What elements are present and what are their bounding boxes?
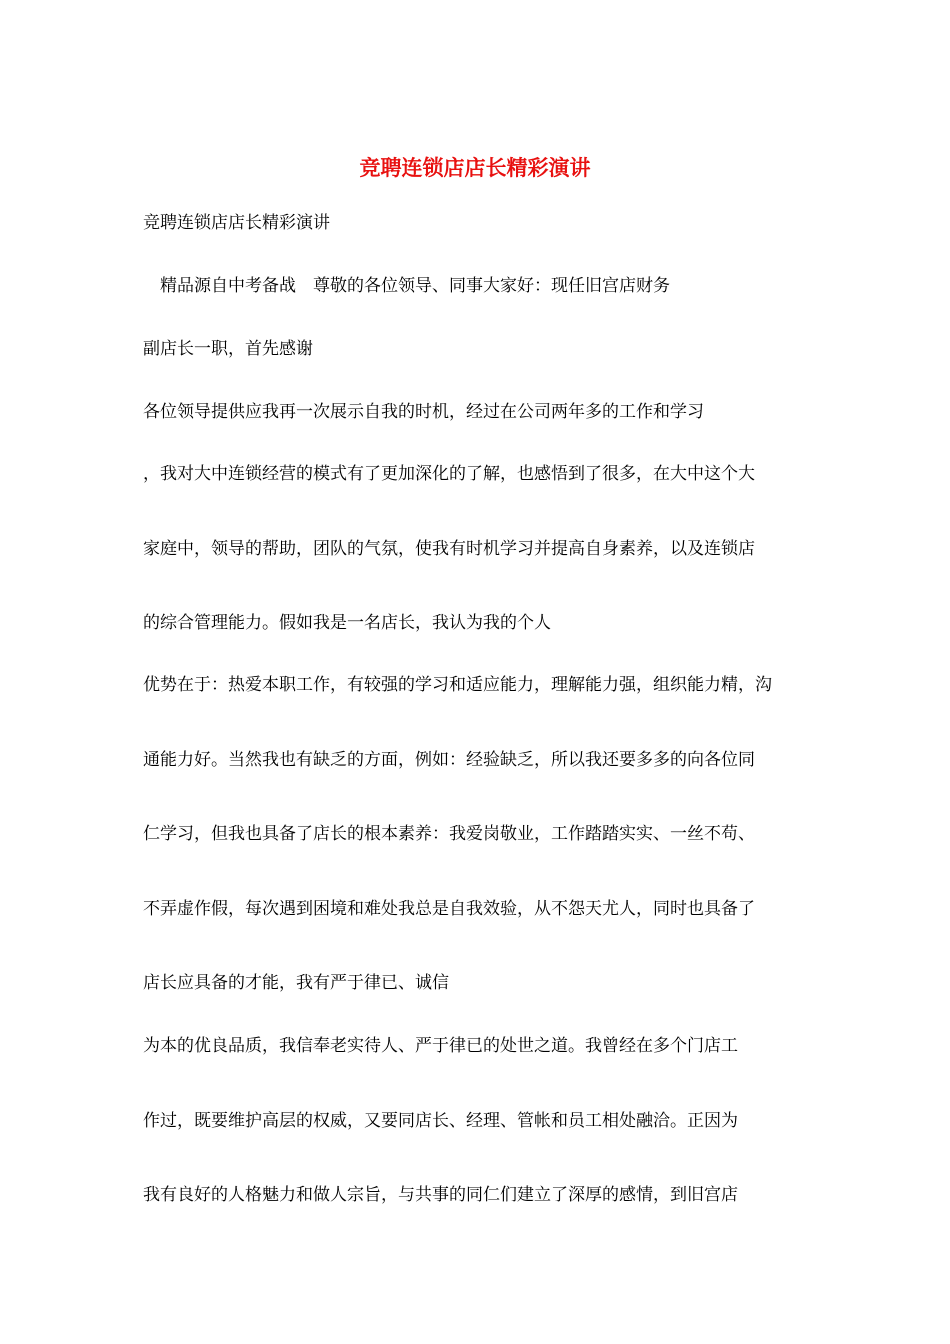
body-line-15: 我有良好的人格魅力和做人宗旨，与共事的同仁们建立了深厚的感情，到旧宫店	[143, 1185, 738, 1205]
body-line-12: 店长应具备的才能，我有严于律已、诚信	[143, 973, 449, 993]
body-line-4: 各位领导提供应我再一次展示自我的时机，经过在公司两年多的工作和学习	[143, 402, 704, 422]
body-line-13: 为本的优良品质，我信奉老实待人、严于律已的处世之道。我曾经在多个门店工	[143, 1036, 738, 1056]
body-line-3: 副店长一职，首先感谢	[143, 339, 313, 359]
body-line-6: 家庭中，领导的帮助，团队的气氛，使我有时机学习并提高自身素养，以及连锁店	[143, 539, 755, 559]
document-title: 竞聘连锁店店长精彩演讲	[359, 155, 591, 180]
body-line-9: 通能力好。当然我也有缺乏的方面，例如：经验缺乏，所以我还要多多的向各位同	[143, 750, 755, 770]
body-line-14: 作过，既要维护高层的权威，又要同店长、经理、管帐和员工相处融洽。正因为	[143, 1111, 738, 1131]
body-line-1: 竞聘连锁店店长精彩演讲	[143, 213, 330, 233]
body-line-11: 不弄虚作假，每次遇到困境和难处我总是自我效验，从不怨天尤人，同时也具备了	[143, 899, 755, 919]
body-line-7: 的综合管理能力。假如我是一名店长，我认为我的个人	[143, 613, 551, 633]
body-line-8: 优势在于：热爱本职工作，有较强的学习和适应能力，理解能力强，组织能力精，沟	[143, 675, 772, 695]
body-line-5: ，我对大中连锁经营的模式有了更加深化的了解，也感悟到了很多，在大中这个大	[143, 464, 755, 484]
body-line-10: 仁学习，但我也具备了店长的根本素养：我爱岗敬业，工作踏踏实实、一丝不苟、	[143, 824, 755, 844]
body-line-2: 精品源自中考备战 尊敬的各位领导、同事大家好：现任旧宫店财务	[143, 276, 670, 296]
